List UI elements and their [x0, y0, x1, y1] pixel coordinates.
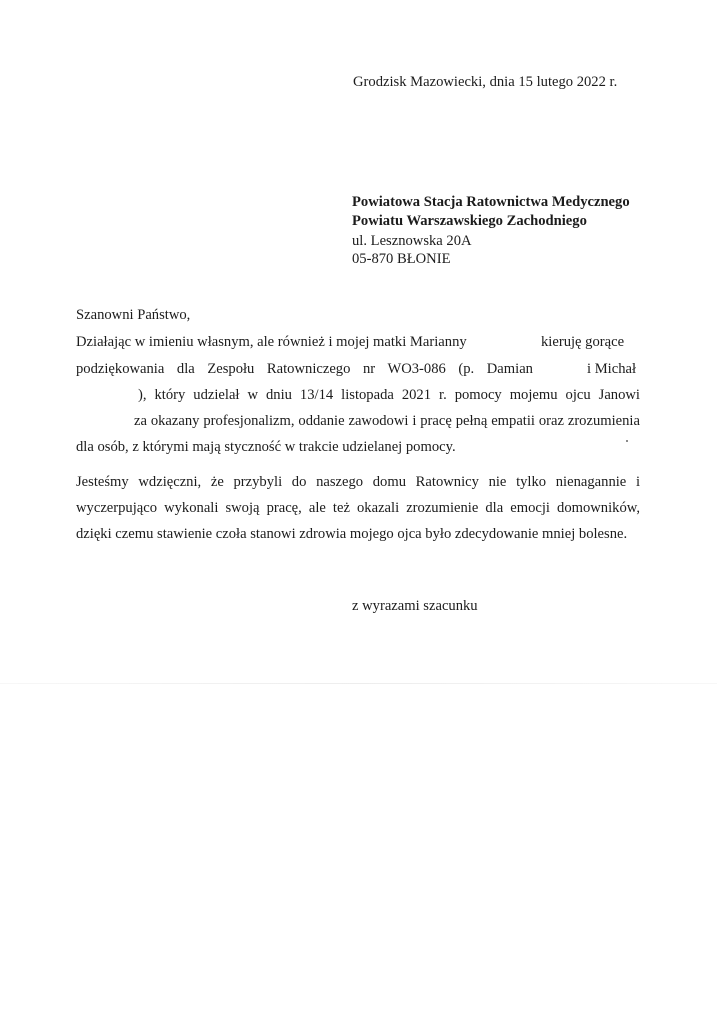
paragraph-2-line-3: dzięki czemu stawienie czoła stanowi zdrowia mojego ojca było zdecydowanie mniej bolesne. — [76, 526, 628, 542]
paper-fold-line — [0, 683, 717, 684]
paragraph-1-line-1a: Działając w imieniu własnym, ale również i mojej matki Marianny — [76, 334, 467, 350]
paragraph-1-line-2b: i Michał — [587, 361, 637, 377]
recipient-line-4: 05-870 BŁONIE — [352, 251, 451, 267]
recipient-line-3: ul. Lesznowska 20A — [352, 233, 472, 249]
salutation: Szanowni Państwo, — [76, 307, 191, 323]
paragraph-1-line-4: za okazany profesjonalizm, oddanie zawodowi i pracę pełną empatii oraz zrozumienia — [134, 413, 640, 429]
closing: z wyrazami szacunku — [352, 598, 478, 614]
paragraph-1-line-3: ), który udzielał w dniu 13/14 listopada 2021 r. pomocy mojemu ojcu Janowi — [138, 387, 640, 403]
paragraph-2-line-1: Jesteśmy wdzięczni, że przybyli do naszego domu Ratownicy nie tylko nienagannie i — [76, 474, 640, 490]
paragraph-2-line-2: wyczerpująco wykonali swoją pracę, ale też okazali zrozumienie dla emocji domowników, — [76, 500, 640, 516]
recipient-line-2: Powiatu Warszawskiego Zachodniego — [352, 213, 587, 229]
place-date: Grodzisk Mazowiecki, dnia 15 lutego 2022 r. — [353, 74, 618, 90]
paragraph-1-line-1b: kieruję gorące — [541, 334, 625, 350]
scan-speck — [626, 440, 628, 442]
recipient-line-1: Powiatowa Stacja Ratownictwa Medycznego — [352, 194, 630, 210]
paragraph-1-line-5: dla osób, z którymi mają styczność w trakcie udzielanej pomocy. — [76, 439, 456, 455]
paragraph-1-line-2a: podziękowania dla Zespołu Ratowniczego nr WO3-086 (p. Damian — [76, 361, 533, 377]
